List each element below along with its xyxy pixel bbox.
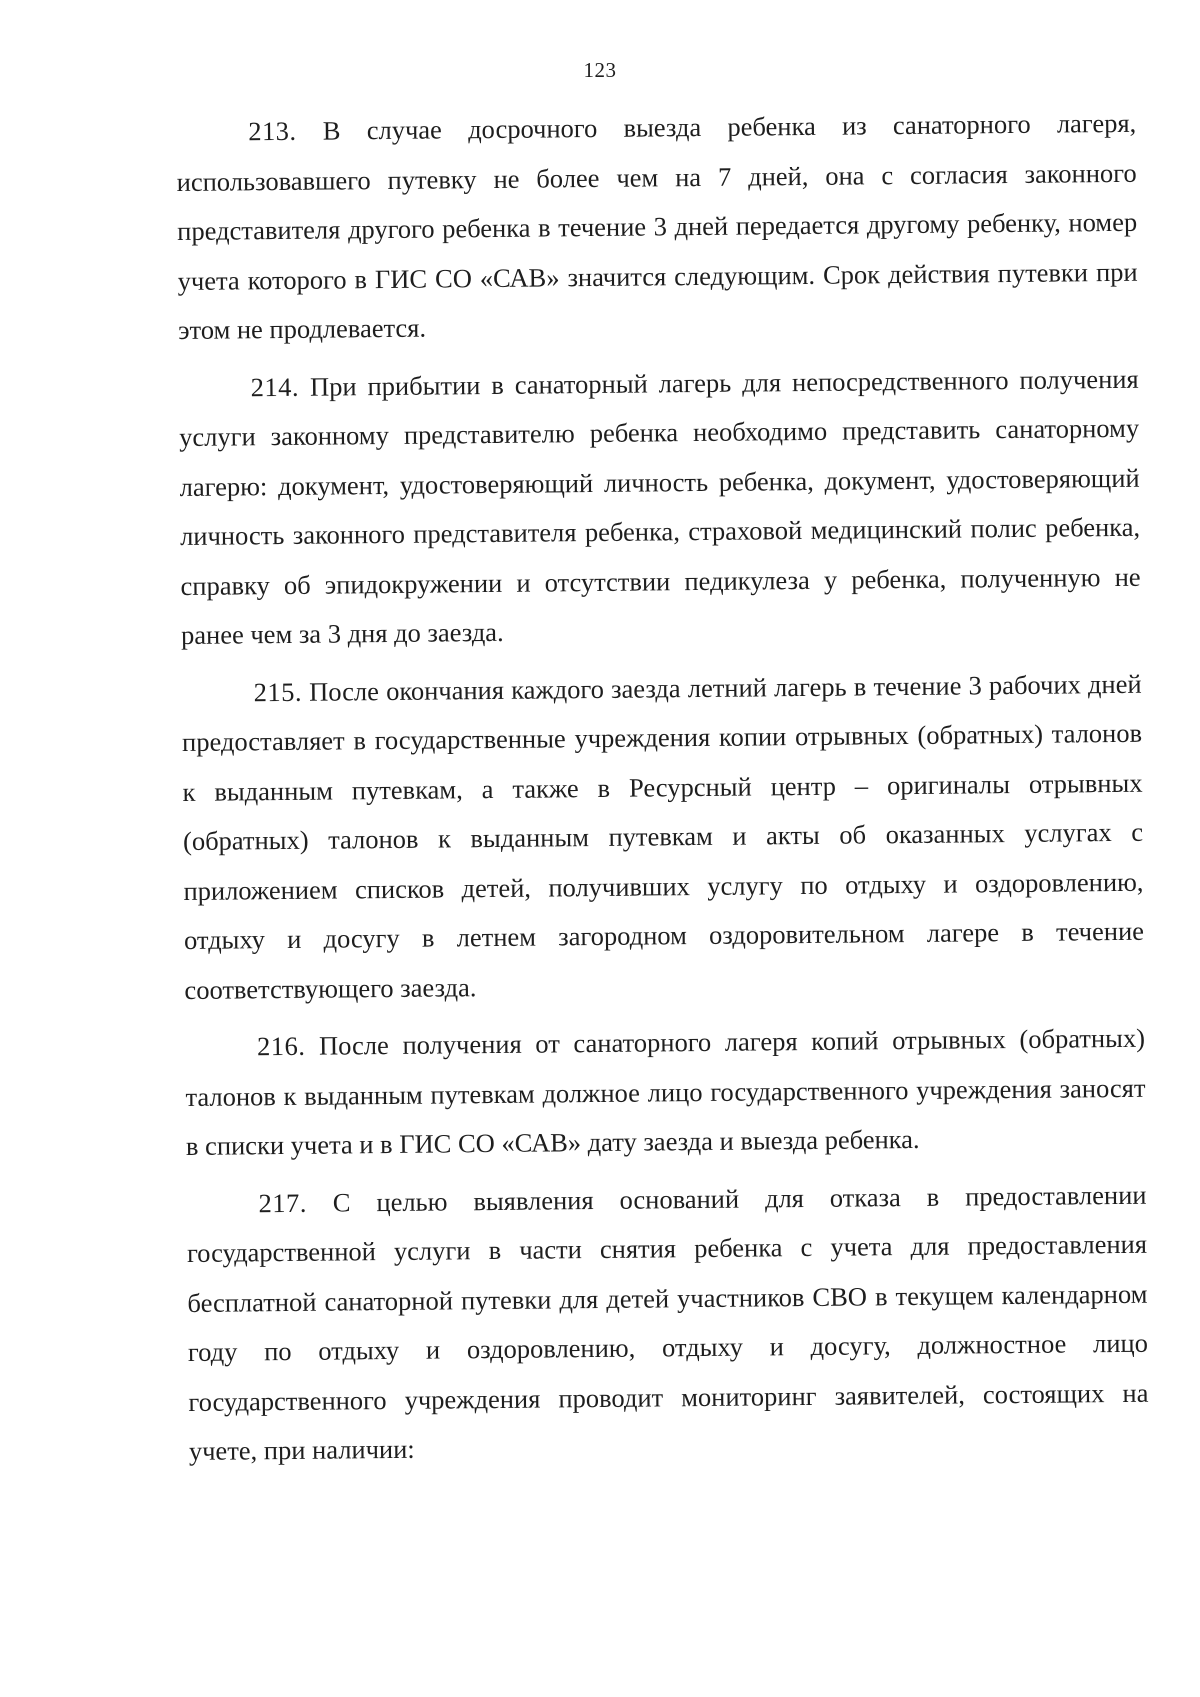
- paragraph-213: [176, 99, 1138, 356]
- page-number: 123: [583, 58, 617, 82]
- paragraph-number: 216.: [256, 1030, 306, 1062]
- paragraph-number: 214.: [250, 371, 300, 402]
- document-body: [176, 99, 1149, 1485]
- paragraph-text: После получения от санаторного лагеря копий отрывных (обратных) талонов к выданным путевкам должное лицо государственного учреждения заносят в списки учета и в ГИС СО «САВ» дату заезда и выезда ребенка.: [185, 1022, 1146, 1161]
- paragraph-214: [178, 354, 1141, 660]
- paragraph-text: В случае досрочного выезда ребенка из санаторного лагеря, использовавшего путевку не более чем на 7 дней, она с согласия законного представителя другого ребенка в течение 3 дней передается другому ребенку, номер учета которого в ГИС СО «САВ» значится следующим. Срок действия путевки при этом не продлевается.: [176, 107, 1138, 345]
- paragraph-217: [186, 1170, 1149, 1476]
- paragraph-215: [181, 659, 1144, 1015]
- paragraph-number: 215.: [253, 676, 303, 707]
- paragraph-text: При прибытии в санаторный лагерь для непосредственного получения услуги законному представителю ребенка необходимо представить санаторному лагерю: документ, удостоверяющий личность ребенка, документ, удостоверяющий личность законного представителя ребенка, страховой медицинский полис ребенка, справку об эпидокружении и отсутствии педикулеза у ребенка, полученную не ранее чем за 3 дня до заезда.: [179, 363, 1141, 650]
- paragraph-text: С целью выявления оснований для отказа в предоставлении государственной услуги в части снятия ребенка с учета для предоставления бесплатной санаторной путевки для детей участников СВО в текущем календарном году по отдыху и оздоровлению, отдыху и досугу, должностное лицо государственного учреждения проводит мониторинг заявителей, состоящих на учете, при наличии:: [186, 1179, 1149, 1466]
- paragraph-216: [185, 1014, 1146, 1172]
- paragraph-text: После окончания каждого заезда летний лагерь в течение 3 рабочих дней предоставляет в государственные учреждения копии отрывных (обратных) талонов к выданным путевкам, а также в Ресурсный центр – оригиналы отрывных (обратных) талонов к выданным путевкам и акты об оказанных услугах с приложением списков детей, получивших услугу по отдыху и оздоровлению, отдыху и досугу в летнем загородном оздоровительном лагере в течение соответствующего заезда.: [181, 668, 1145, 1005]
- paragraph-number: 217.: [258, 1187, 308, 1218]
- paragraph-number: 213.: [248, 115, 297, 147]
